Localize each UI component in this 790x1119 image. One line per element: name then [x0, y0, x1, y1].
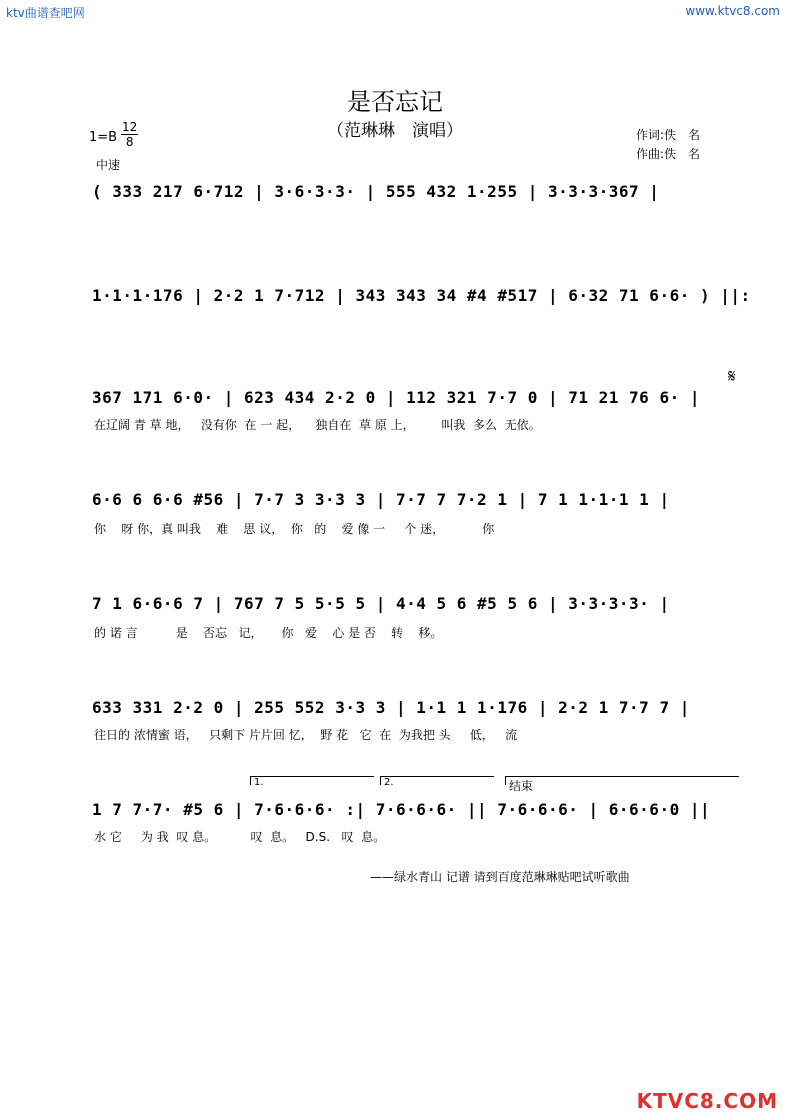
end-label: 结束: [509, 779, 534, 793]
second-ending-label: 2.: [384, 777, 394, 788]
composer-credit: 作曲:佚 名: [636, 147, 701, 161]
first-ending-bracket: [250, 776, 374, 788]
time-signature: [121, 120, 138, 149]
site-watermark-left: ktv曲谱查吧网: [6, 6, 85, 20]
notation-line: 7 1 6·6·6 7 | 767 7 5 5·5 5 | 4·4 5 6 #5 5 6 | 3·3·3·3· |: [92, 594, 670, 613]
lyric-line: 你 呀 你，真 叫我 难 思 议， 你 的 爱 像 一 个 迷， 你: [94, 522, 495, 536]
end-bracket: [505, 776, 739, 793]
time-signature-bottom: 8: [125, 135, 134, 149]
site-logo: KTVC8.COM: [636, 1089, 778, 1113]
notation-line: 367 171 6·0· | 623 434 2·2 0 | 112 321 7·7 0 | 71 21 76 6· |: [92, 388, 700, 407]
lyric-line: 往日的 浓情蜜 语， 只剩下 片片回 忆， 野 花 它 在 为我把 头 低， 流: [94, 728, 518, 742]
first-ending-label: 1.: [254, 777, 264, 788]
singer-credit: （范琳琳 演唱）: [327, 121, 463, 141]
second-ending-bracket: [380, 776, 494, 788]
segno-icon: 𝄋: [728, 366, 736, 387]
site-watermark-right: www.ktvc8.com: [685, 4, 780, 18]
song-title: 是否忘记: [347, 88, 443, 116]
lyricist-credit: 作词:佚 名: [636, 128, 701, 142]
tempo-marking: 中速: [96, 158, 121, 172]
lyric-line: 的 诺 言 是 否忘 记， 你 爱 心 是 否 转 移。: [94, 626, 443, 640]
lyric-line: 在辽阔 青 草 地， 没有你 在 一 起， 独自在 草 原 上， 叫我 多么 无依。: [94, 418, 541, 432]
lyric-line: 水 它 为 我 叹 息。 叹 息。 D.S. 叹 息。: [94, 830, 386, 844]
notation-line: 1 7 7·7· #5 6 | 7·6·6·6· :| 7·6·6·6· || 7·6·6·6· | 6·6·6·0 ||: [92, 800, 711, 819]
key-signature: 1=B: [89, 130, 118, 145]
notation-line: 6·6 6 6·6 #56 | 7·7 3 3·3 3 | 7·7 7 7·2 1 | 7 1 1·1·1 1 |: [92, 490, 670, 509]
notation-line: 633 331 2·2 0 | 255 552 3·3 3 | 1·1 1 1·176 | 2·2 1 7·7 7 |: [92, 698, 690, 717]
notation-line: ( 333 217 6·712 | 3·6·3·3· | 555 432 1·255 | 3·3·3·367 |: [92, 182, 660, 201]
transcriber-footer: ——绿水青山 记谱 请到百度范琳琳贴吧试听歌曲: [370, 870, 630, 884]
notation-line: 1·1·1·176 | 2·2 1 7·712 | 343 343 34 #4 #517 | 6·32 71 6·6· ) ||:: [92, 286, 751, 305]
time-signature-top: 12: [122, 120, 138, 134]
